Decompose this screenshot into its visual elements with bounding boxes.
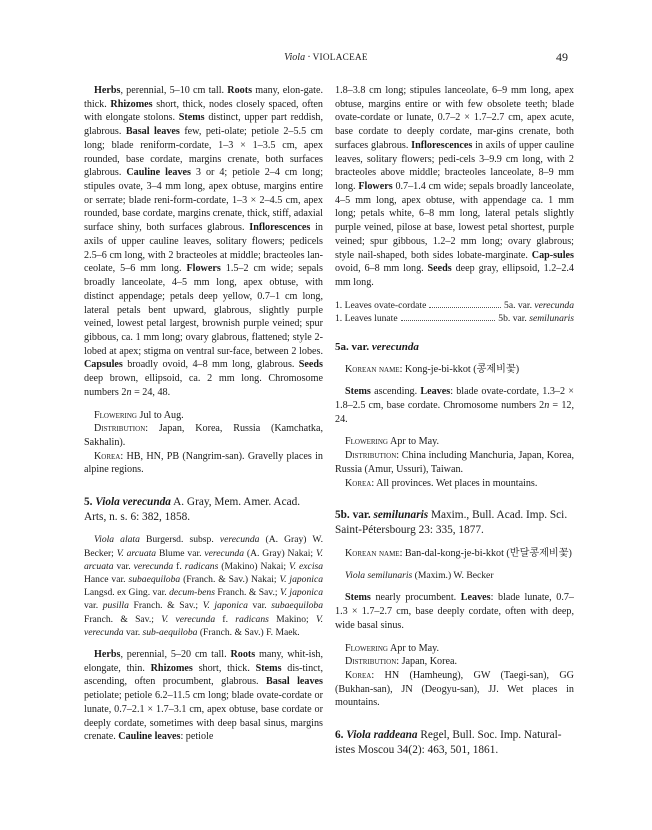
variety-5a-flowering: Flowering Apr to May. — [345, 436, 440, 448]
variety-5a-description: Stems ascending. Leaves: blade ovate-cordate, 1.3–2 × 1.8–2.5 cm, base cordate. Chromosome numbers 2n = 12, 24. — [335, 386, 574, 425]
key-leader-dots — [401, 320, 496, 321]
key-row: 1. Leaves ovate-cordate 5a. var. verecunda — [335, 299, 574, 311]
page-header — [84, 50, 568, 68]
key-leader-dots — [429, 307, 501, 308]
species-5-description: Herbs, perennial, 5–20 cm tall. Roots many, whit-ish, elongate, thin. Rhizomes short, thick. Stems dis-tinct, ascending, often procumbent, glabrous. Basal leaves petiolate; petiole 6.2–11.5 cm long; blade ovate-cordate or lunate, 0.7–2.1 × 1.7–3.1 cm, apex obtuse, base cordate or deeply cordate, sometimes with deep basal sinus, margins crenate. Cauline leaves: petiole — [84, 648, 324, 743]
running-title-genus: Viola — [284, 52, 306, 63]
variety-5a-korea: Korea: All provinces. Wet places in mountains. — [345, 477, 538, 489]
species-5-synonyms: Viola alata Burgersd. subsp. verecunda (A. Gray) W. Becker; V. arcuata Blume var. verecunda (A. Gray) Nakai; V. arcuata var. verecunda f. radicans (Makino) Nakai; V. excisa Hance var. subaequiloba (Franch. & Sav.) Nakai; V. japonica Langsd. ex Ging. var. decum-bens Franch. & Sav.; V. japonica var. pusilla Franch. & Sav.; V. japonica var. subaequiloba Franch. & Sav.; V. verecunda f. radicans Makino; V. verecunda var. sub-aequiloba (Franch. & Sav.) F. Maek. — [84, 534, 324, 638]
variety-5b-korean-name: Korean name: Ban-dal-kong-je-bi-kkot (반달콩제비꽃) — [345, 547, 572, 559]
right-column — [335, 84, 574, 757]
variety-5b-description: Stems nearly procumbent. Leaves: blade lunate, 0.7–1.3 × 1.7–2.7 cm, base deeply cordate, often with deep, wide basal sinus. — [335, 592, 574, 631]
variety-5b-korea: Korea: HN (Hamheung), GW (Taegi-san), GG (Bukhan-san), JN (Deogyu-san), JJ. Wet places in mountains. — [335, 670, 574, 709]
species-6-heading: 6. Viola raddeana Regel, Bull. Soc. Imp. Natural-istes Moscou 34(2): 463, 501, 1861. — [335, 729, 562, 756]
running-title — [84, 52, 568, 63]
key-row: 1. Leaves lunate 5b. var. semilunaris — [335, 313, 574, 325]
variety-5b-synonym: Viola semilunaris (Maxim.) W. Becker — [345, 570, 494, 582]
species-5-heading: 5. Viola verecunda A. Gray, Mem. Amer. Acad. Arts, n. s. 6: 382, 1858. — [84, 496, 301, 523]
variety-5b-distribution: Distribution: Japan, Korea. — [345, 656, 457, 668]
variety-5b-heading: 5b. var. semilunaris Maxim., Bull. Acad. Imp. Sci. Saint-Pétersbourg 23: 335, 1877. — [335, 509, 568, 536]
flowering-line: Flowering Jul to Aug. — [94, 409, 184, 421]
running-title-family: VIOLACEAE — [312, 52, 368, 62]
species-4-description: Herbs, perennial, 5–10 cm tall. Roots many, elon-gate. thick. Rhizomes short, thick, nodes closely spaced, often with elongate stolons. Stems distinct, upper part reddish, glabrous. Basal leaves few, peti-olate; petiole 2–5.5 cm long; blade reniform-cordate, 1–3 × 1–3.5 cm, apex rounded, base cordate, margins crenate, both surfaces glabrous. Cauline leaves 3 or 4; petiole 2–4 cm long; stipules ovate, 3–4 mm long, apex obtuse, margins entire or serrate; blade reni-form-cordate, 1–3 × 2–4.5 cm, apex rounded, base cordate, margins crenate, thick, stiff, adaxial surface shiny, both surfaces glabrous. Inflorescences in axils of upper cauline leaves, solitary flowers; pedicels 2.5–6 cm long, with 2 bracteoles at middle; bracteoles lan-ceolate, 5–6 mm long. Flowers 1.5–2 cm wide; sepals broadly lanceolate, 4–5 mm long, apex obtuse, with distinct appendage; petals deep yellow, 0.7–1 cm long, lateral petals bent upward, glabrous, slightly purple veined, lowest petal largest, brownish purple veined; spur gibbous, ca. 1 mm long; ovary glabrous, flattened; style 2-lobed at apex; stigma on ventral sur-face, between 2 lobes. Capsules broadly ovoid, 4–8 mm long, glabrous. Seeds deep brown, ellipsoid, ca. 2 mm long. Chromosome numbers 2n = 24, 48. — [84, 85, 324, 398]
variety-5a-heading: 5a. var. verecunda — [335, 340, 419, 353]
korea-line: Korea: HB, HN, PB (Nangrim-san). Gravelly places in alpine regions. — [84, 450, 323, 476]
variety-5a-distribution: Distribution: China including Manchuria, Japan, Korea, Russia (Amur, Ussuri), Taiwan. — [335, 450, 574, 475]
left-column — [84, 84, 323, 744]
running-title-separator: · — [305, 52, 313, 63]
variety-5a-korean-name: Korean name: Kong-je-bi-kkot (콩제비꽃) — [345, 363, 520, 375]
variety-5b-flowering: Flowering Apr to May. — [345, 642, 440, 654]
species-5-description-continued: 1.8–3.8 cm long; stipules lanceolate, 6–9 mm long, apex obtuse, margins entire or with few obsolete teeth; blade ovate-cordate or lunate, 0.7–2 × 1.7–2.7 cm, apex acute, base cordate to deeply cordate, mar-gins crenate, both surfaces glabrous. Inflorescences in axils of upper cauline leaves, solitary flowers; pedi-cels 3–9.9 cm long, with 2 bracteoles above middle; bracteoles lanceolate, 8–9 mm long. Flowers 0.7–1.4 cm wide; sepals broadly lanceolate, 4–5 mm long, apex obtuse, with appendage ca. 1 mm long; petals white, 6–8 mm long, lateral petals slightly purple veined, pilose at base, lowest petal shortest, purple veined; spur gibbous, 1.2–2 mm long; ovary glabrous; style nail-shaped, both sides lobate-marginate. Cap-sules ovoid, 6–8 mm long. Seeds deep gray, ellipsoid, 1.2–2.4 mm long. — [335, 85, 574, 289]
distribution-line: Distribution: Japan, Korea, Russia (Kamchatka, Sakhalin). — [84, 423, 323, 448]
page-number: 49 — [556, 50, 568, 64]
